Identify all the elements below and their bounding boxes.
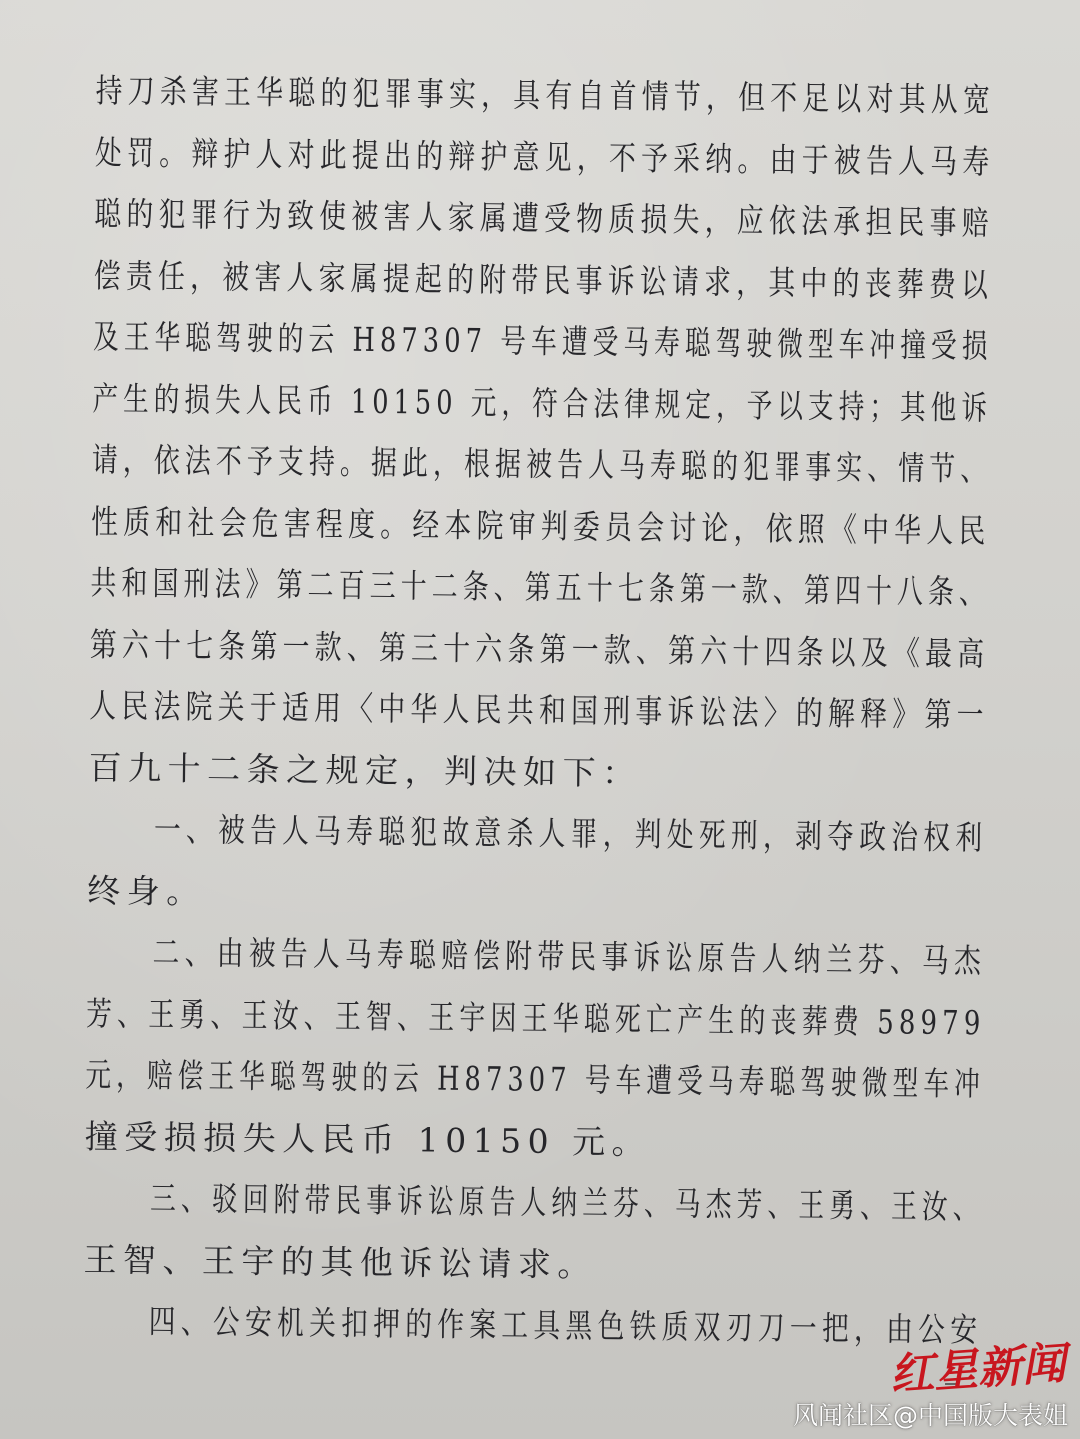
text-line: 第六十七条第一款、第三十六条第一款、第六十四条以及《最高: [89, 624, 990, 673]
text-line: 产生的损失人民币 10150 元，符合法律规定，予以支持；其他诉: [92, 378, 993, 427]
watermark: [793, 1371, 1068, 1431]
watermark-text: 风闻社区@中国版大表姐: [792, 1401, 1068, 1430]
text-line: 三、驳回附带民事诉讼原告人纳兰芬、马杰芳、王勇、王汝、: [149, 1178, 984, 1227]
red-star-news-logo: 红星新闻: [888, 1337, 1068, 1402]
text-line: 请，依法不予支持。据此，根据被告人马寿聪的犯罪事实、情节、: [91, 439, 992, 489]
text-line: 终身。: [87, 870, 207, 911]
text-line: 芳、王勇、王汝、王智、王宇因王华聪死亡产生的丧葬费 58979: [85, 993, 986, 1042]
text-line: 处罚。辩护人对此提出的辩护意见，不予采纳。由于被告人马寿: [94, 132, 995, 181]
text-line: 性质和社会危害程度。经本院审判委员会讨论，依照《中华人民: [90, 501, 991, 550]
text-line: 撞受损损失人民币 10150 元。: [84, 1116, 652, 1162]
text-line: 四、公安机关扣押的作案工具黑色铁质双刃刀一把，由公安: [148, 1301, 983, 1350]
text-line: 偿责任，被害人家属提起的附带民事诉讼请求，其中的丧葬费以: [93, 255, 994, 304]
text-line: 王智、王宇的其他诉讼请求。: [83, 1239, 598, 1284]
text-line: 共和国刑法》第二百三十二条、第五十七条第一款、第四十八条、: [90, 562, 991, 612]
text-line: 人民法院关于适用〈中华人民共和国刑事诉讼法〉的解释》第一: [89, 685, 989, 735]
text-line: 元，赔偿王华聪驾驶的云 H87307 号车遭受马寿聪驾驶微型车冲: [85, 1054, 986, 1104]
document-body: [82, 60, 995, 1361]
text-line: 聪的犯罪行为致使被害人家属遭受物质损失，应依法承担民事赔: [94, 193, 995, 243]
text-line: 百九十二条之规定，判决如下：: [88, 747, 642, 793]
text-line: 一、被告人马寿聪犯故意杀人罪，判处死刑，剥夺政治权利: [153, 809, 988, 858]
text-line: 持刀杀害王华聪的犯罪事实，具有自首情节，但不足以对其从宽: [95, 70, 996, 120]
text-line: 及王华聪驾驶的云 H87307 号车遭受马寿聪驾驶微型车冲撞受损: [92, 316, 993, 366]
text-line: 二、由被告人马寿聪赔偿附带民事诉讼原告人纳兰芬、马杰: [152, 932, 987, 981]
